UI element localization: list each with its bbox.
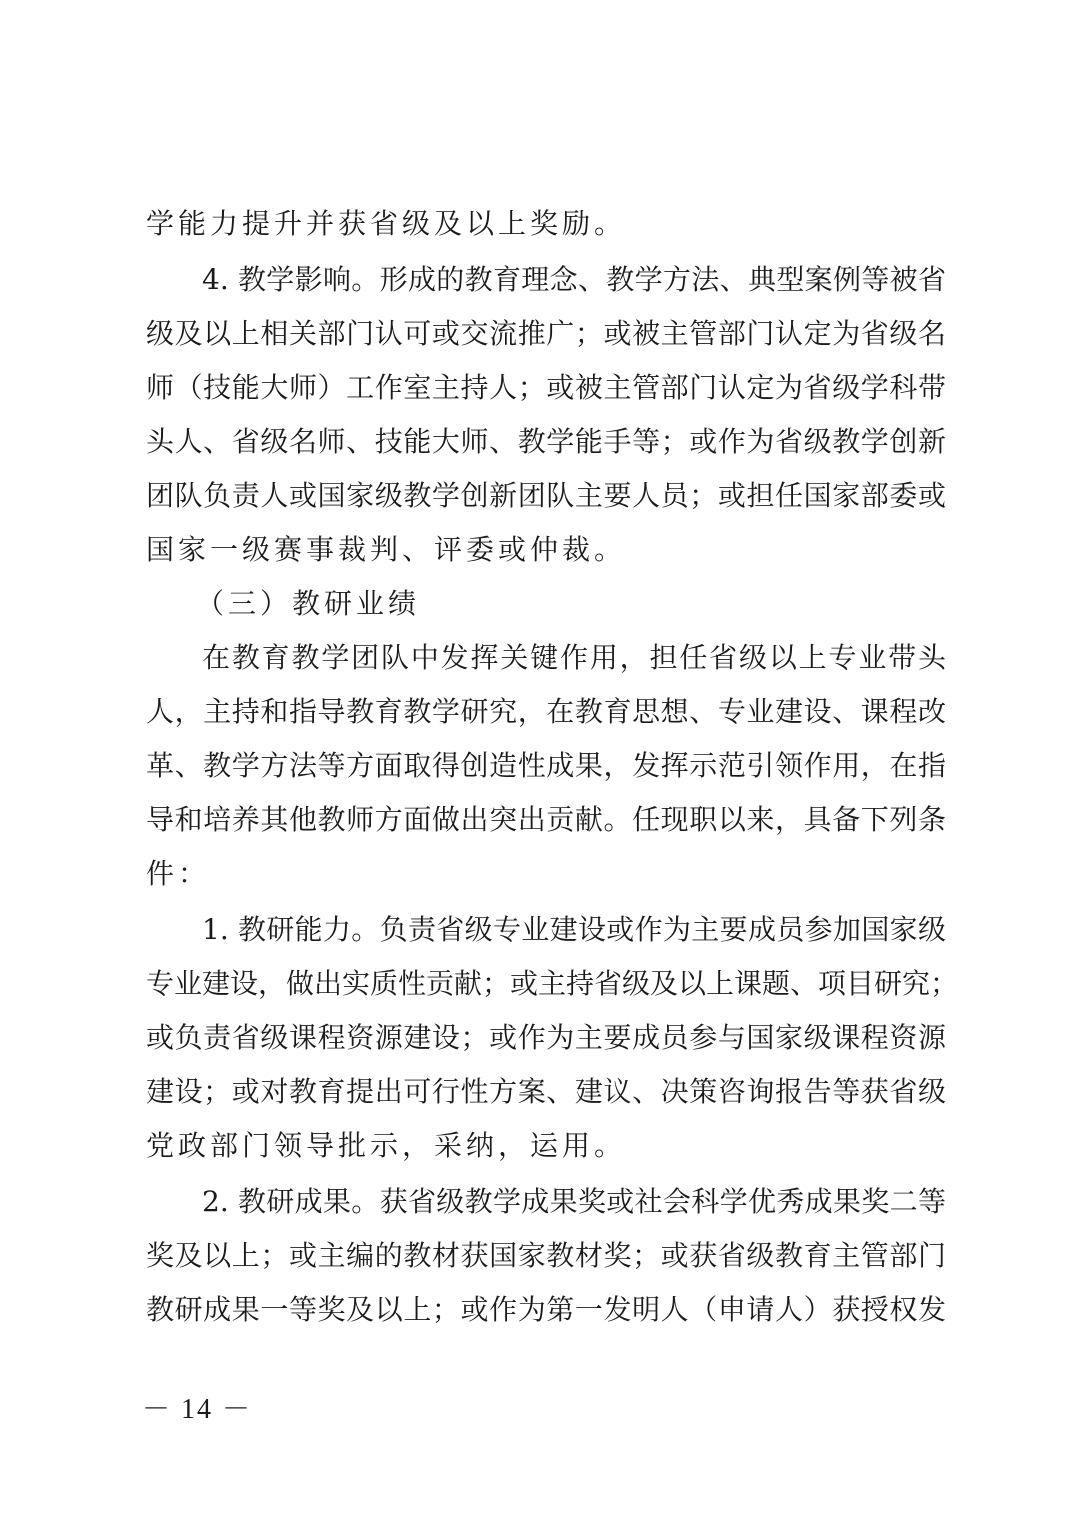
body-text-line: 头人、省级名师、技能大师、教学能手等；或作为省级教学创新 bbox=[146, 425, 946, 458]
body-text-line: 革、教学方法等方面取得创造性成果，发挥示范引领作用，在指 bbox=[146, 749, 946, 782]
body-text-line: 专业建设，做出实质性贡献；或主持省级及以上课题、项目研究； bbox=[146, 967, 959, 1000]
page-number: － 14 － bbox=[142, 1394, 253, 1425]
body-text-line: 在教育教学团队中发挥关键作用，担任省级以上专业带头 bbox=[202, 641, 946, 674]
item-2-heading-line: 2. 教研成果。获省级教学成果奖或社会科学优秀成果奖二等 bbox=[202, 1185, 946, 1218]
body-text-line: 党政部门领导批示，采纳，运用。 bbox=[146, 1129, 627, 1162]
body-text-line: 奖及以上；或主编的教材获国家教材奖；或获省级教育主管部门 bbox=[146, 1239, 946, 1272]
body-text-line: 师（技能大师）工作室主持人；或被主管部门认定为省级学科带 bbox=[146, 371, 946, 404]
body-text-line: 件： bbox=[146, 857, 211, 890]
item-4-heading-line: 4. 教学影响。形成的教育理念、教学方法、典型案例等被省 bbox=[202, 263, 946, 296]
section-heading: （三）教研业绩 bbox=[196, 587, 421, 620]
body-text-line: 级及以上相关部门认可或交流推广；或被主管部门认定为省级名 bbox=[146, 317, 946, 350]
body-text-line: 建设；或对教育提出可行性方案、建议、决策咨询报告等获省级 bbox=[146, 1075, 946, 1108]
body-text-line: 导和培养其他教师方面做出突出贡献。任现职以来，具备下列条 bbox=[146, 803, 946, 836]
body-text-line: 学能力提升并获省级及以上奖励。 bbox=[146, 207, 627, 240]
item-1-heading-line: 1. 教研能力。负责省级专业建设或作为主要成员参加国家级 bbox=[202, 913, 946, 946]
body-text-line: 教研成果一等奖及以上；或作为第一发明人（申请人）获授权发 bbox=[146, 1293, 946, 1326]
body-text-line: 人，主持和指导教育教学研究，在教育思想、专业建设、课程改 bbox=[146, 695, 946, 728]
body-text-line: 国家一级赛事裁判、评委或仲裁。 bbox=[146, 533, 627, 566]
body-text-line: 或负责省级课程资源建设；或作为主要成员参与国家级课程资源 bbox=[146, 1021, 946, 1054]
body-text-line: 团队负责人或国家级教学创新团队主要人员；或担任国家部委或 bbox=[146, 479, 946, 512]
